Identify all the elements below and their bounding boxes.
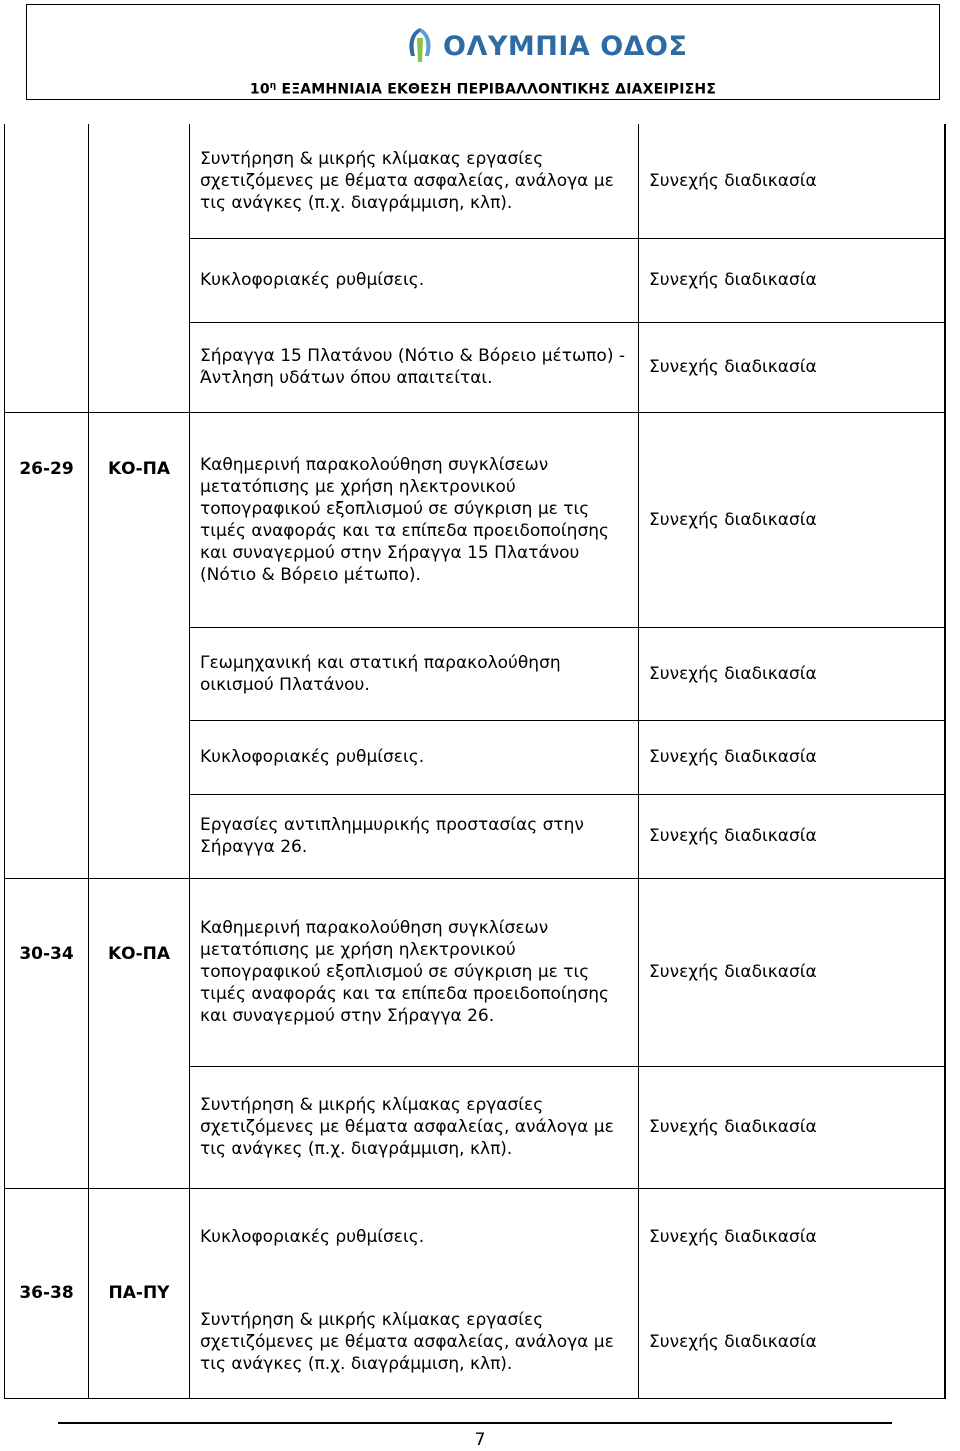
status-cell: Συνεχής διαδικασία xyxy=(639,878,945,1066)
olympia-odos-logo-icon xyxy=(403,26,437,66)
description-cell: Καθημερινή παρακολούθηση συγκλίσεων μετατόπισης με χρήση ηλεκτρονικού τοπογραφικού εξοπλισμού σε σύγκριση με τις τιμές αναφοράς και τα επίπεδα προειδοποίησης και συναγερμού στην Σήραγγα 26. xyxy=(190,878,639,1066)
status-cell: Συνεχής διαδικασία xyxy=(639,238,945,322)
description-cell: Σήραγγα 15 Πλατάνου (Νότιο & Βόρειο μέτωπο) - Άντληση υδάτων όπου απαιτείται. xyxy=(190,322,639,412)
table-row xyxy=(5,1188,945,1286)
works-table xyxy=(4,124,946,1399)
description-cell: Συντήρηση & μικρής κλίμακας εργασίες σχετιζόμενες με θέματα ασφαλείας, ανάλογα με τις ανάγκες (π.χ. διαγράμμιση, κλπ). xyxy=(190,124,639,238)
description-cell: Συντήρηση & μικρής κλίμακας εργασίες σχετιζόμενες με θέματα ασφαλείας, ανάλογα με τις ανάγκες (π.χ. διαγράμμιση, κλπ). xyxy=(190,1066,639,1188)
unit-cell: ΚΟ-ΠΑ xyxy=(89,412,190,878)
description-cell: Γεωμηχανική και στατική παρακολούθηση οικισμού Πλατάνου. xyxy=(190,627,639,720)
description-cell: Κυκλοφοριακές ρυθμίσεις. xyxy=(190,1188,639,1286)
report-title-number: 10 xyxy=(249,81,270,98)
table-row xyxy=(5,878,945,1066)
report-title-superscript: η xyxy=(269,81,277,91)
footer-divider xyxy=(58,1422,892,1424)
unit-cell xyxy=(89,124,190,412)
logo-text: ΟΛΥΜΠΙΑ ΟΔΟΣ xyxy=(443,30,688,62)
description-cell: Συντήρηση & μικρής κλίμακας εργασίες σχετιζόμενες με θέματα ασφαλείας, ανάλογα με τις ανάγκες (π.χ. διαγράμμιση, κλπ). xyxy=(190,1286,639,1398)
table-row xyxy=(5,124,945,238)
report-title-text: ΕΞΑΜΗΝΙΑΙΑ ΕΚΘΕΣΗ ΠΕΡΙΒΑΛΛΟΝΤΙΚΗΣ ΔΙΑΧΕΙΡΙΣΗΣ xyxy=(276,81,717,98)
report-title xyxy=(27,81,939,98)
range-cell: 30-34 xyxy=(5,878,89,1188)
description-cell: Καθημερινή παρακολούθηση συγκλίσεων μετατόπισης με χρήση ηλεκτρονικού τοπογραφικού εξοπλισμού σε σύγκριση με τις τιμές αναφοράς και τα επίπεδα προειδοποίησης και συναγερμού στην Σήραγγα 15 Πλατάνου (Νότιο & Βόρειο μέτωπο). xyxy=(190,412,639,627)
document-header xyxy=(26,4,940,100)
range-cell xyxy=(5,124,89,412)
status-cell: Συνεχής διαδικασία xyxy=(639,1066,945,1188)
status-cell: Συνεχής διαδικασία xyxy=(639,412,945,627)
unit-cell: ΠΑ-ΠΥ xyxy=(89,1188,190,1398)
range-cell: 26-29 xyxy=(5,412,89,878)
page-number: 7 xyxy=(474,1430,486,1450)
status-cell: Συνεχής διαδικασία xyxy=(639,322,945,412)
status-cell: Συνεχής διαδικασία xyxy=(639,794,945,878)
table-row xyxy=(5,412,945,627)
description-cell: Κυκλοφοριακές ρυθμίσεις. xyxy=(190,720,639,794)
description-cell: Κυκλοφοριακές ρυθμίσεις. xyxy=(190,238,639,322)
unit-cell: ΚΟ-ΠΑ xyxy=(89,878,190,1188)
status-cell: Συνεχής διαδικασία xyxy=(639,627,945,720)
description-cell: Εργασίες αντιπλημμυρικής προστασίας στην Σήραγγα 26. xyxy=(190,794,639,878)
status-cell: Συνεχής διαδικασία xyxy=(639,1188,945,1286)
status-cell: Συνεχής διαδικασία xyxy=(639,124,945,238)
range-cell: 36-38 xyxy=(5,1188,89,1398)
logo xyxy=(403,25,687,67)
status-cell: Συνεχής διαδικασία xyxy=(639,720,945,794)
status-cell: Συνεχής διαδικασία xyxy=(639,1286,945,1398)
